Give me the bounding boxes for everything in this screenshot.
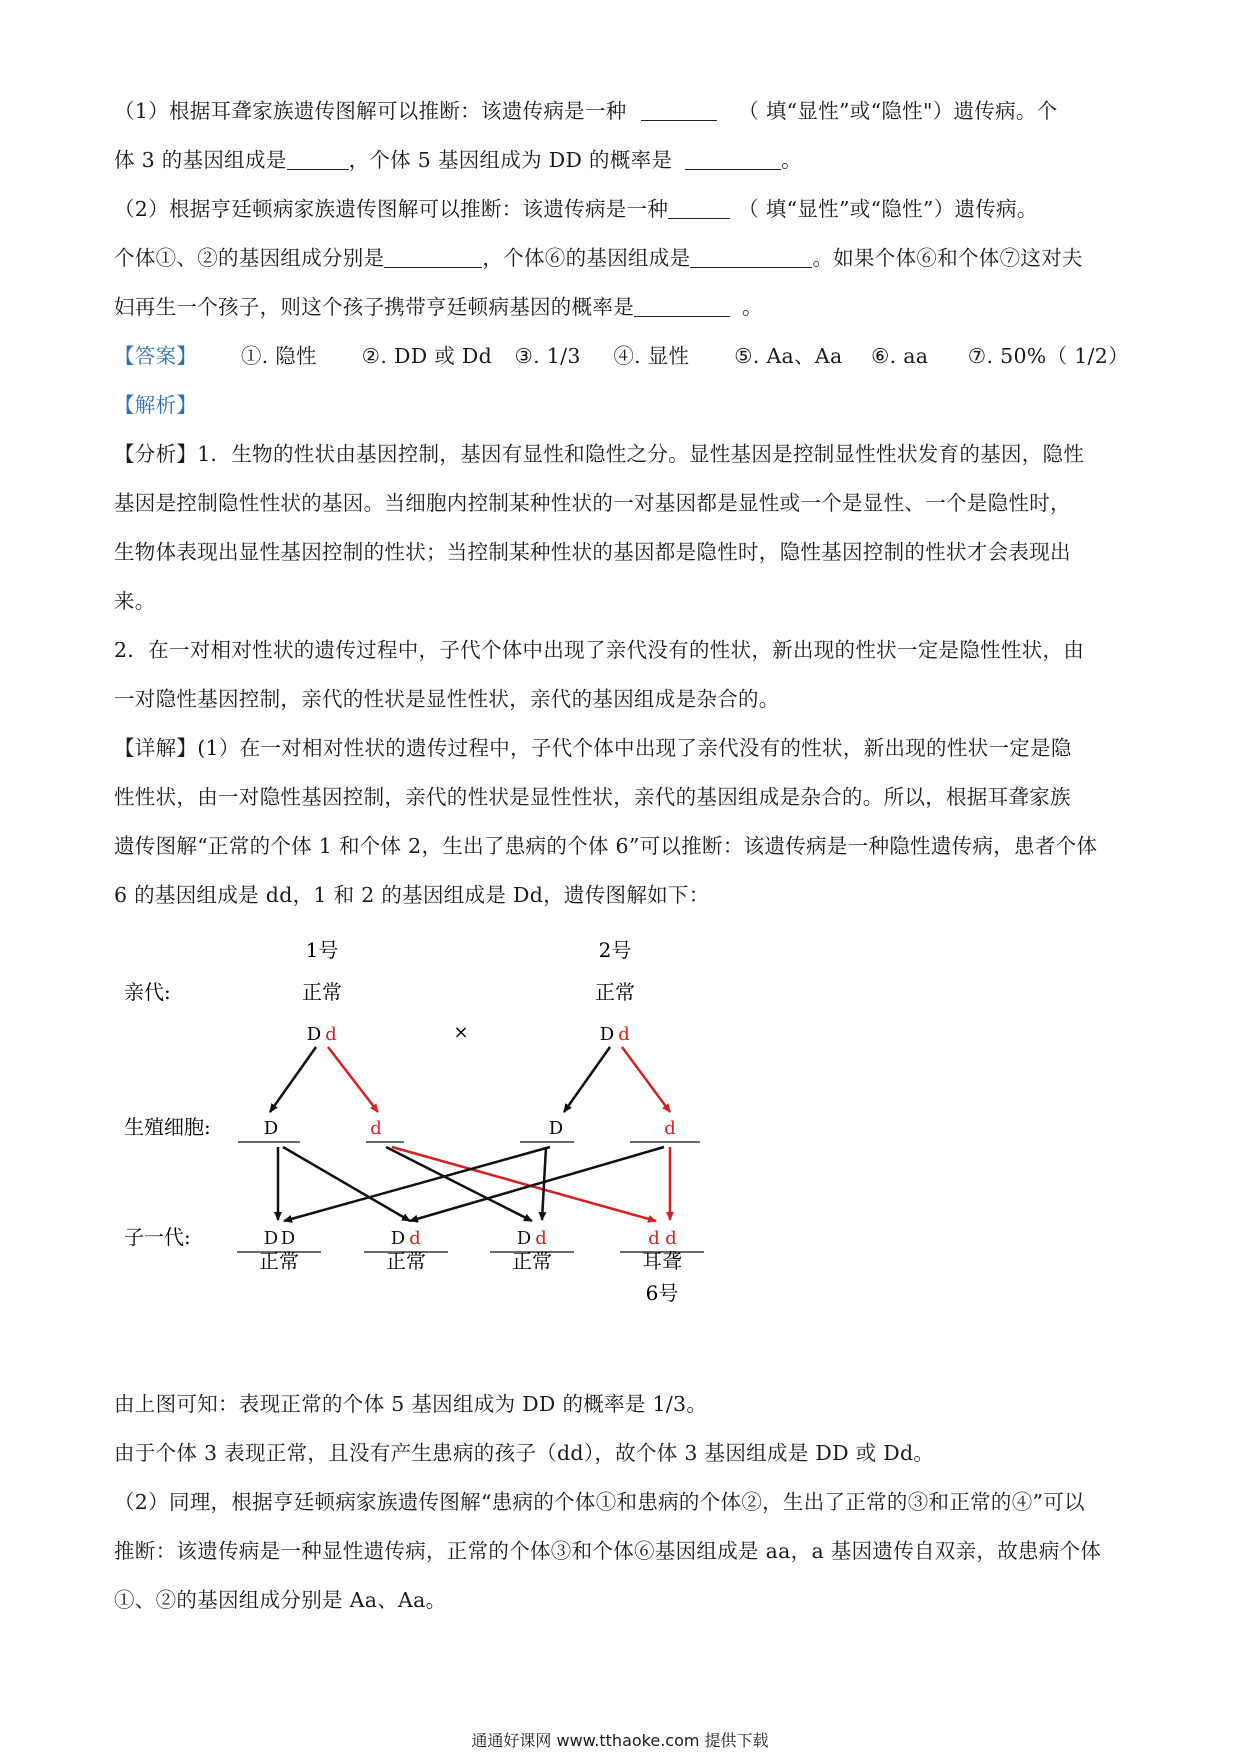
arrow-p1-to-D (270, 1047, 316, 1112)
parent2-allele-recessive: d (618, 1024, 630, 1045)
conclusion-line: （2）同理，根据亨廷顿病家族遗传图解“患病的个体①和患病的个体②，生出了正常的③和正常的④”可以 (114, 1490, 1085, 1514)
offspring-phenotype: 正常 (386, 1249, 426, 1273)
offspring-phenotype: 耳聋 (642, 1249, 682, 1273)
detail-line: 遗传图解“正常的个体 1 和个体 2，生出了患病的个体 6”可以推断：该遗传病是一种隐性遗传病，患者个体 (114, 834, 1098, 858)
offspring-allele: D (390, 1228, 406, 1249)
answer-tag: 【答案】 (114, 344, 198, 368)
gamete-d-p1: d (370, 1118, 382, 1139)
offspring-allele: D (516, 1228, 532, 1249)
analysis-tag: 【解析】 (114, 393, 198, 417)
q2-text: 。 (742, 295, 763, 319)
gamete-D-p2: D (548, 1118, 564, 1139)
analysis-line: 【分析】1．生物的性状由基因控制，基因有显性和隐性之分。显性基因是控制显性性状发育的基因，隐性 (114, 442, 1085, 466)
parent2-allele-dominant: D (599, 1024, 615, 1045)
q2-text: 。如果个体⑥和个体⑦这对夫 (812, 246, 1083, 270)
parent1-number: 1号 (305, 938, 339, 962)
offspring-allele: d (535, 1228, 547, 1249)
detail-line: 【详解】(1）在一对相对性状的遗传过程中，子代个体中出现了亲代没有的性状，新出现的性状一定是隐 (114, 736, 1072, 760)
analysis-line: 生物体表现出显性基因控制的性状；当控制某种性状的基因都是隐性时，隐性基因控制的性状才会表现出 (114, 540, 1071, 564)
detail-line: 性性状，由一对隐性基因控制，亲代的性状是显性性状，亲代的基因组成是杂合的。所以，根据耳聋家族 (114, 785, 1071, 809)
arrow-p2-to-d (622, 1047, 670, 1112)
arrow-D1-to-Dd (283, 1147, 410, 1221)
offspring-row (237, 1228, 704, 1273)
row-label-gamete: 生殖细胞: (124, 1115, 211, 1139)
offspring-allele: D (263, 1228, 279, 1249)
parent2-number: 2号 (598, 938, 632, 962)
answer-item: ⑦. 50%（ 1/2） (967, 344, 1129, 368)
analysis-line: 2．在一对相对性状的遗传过程中，子代个体中出现了亲代没有的性状，新出现的性状一定是隐性性状，由 (114, 638, 1085, 662)
answer-item: ②. DD 或 Dd (361, 344, 493, 368)
gamete-D-p1: D (263, 1118, 279, 1139)
parent1-allele-recessive: d (325, 1024, 337, 1045)
child6-number: 6号 (645, 1281, 679, 1305)
arrow-p2-to-D (564, 1047, 610, 1112)
parent1-phenotype: 正常 (302, 980, 342, 1004)
answer-item: ③. 1/3 (514, 344, 581, 368)
answer-item: ⑥. aa (870, 344, 929, 368)
answer-item: ①. 隐性 (240, 344, 317, 368)
q1-text: 体 3 的基因组成是 (114, 148, 287, 172)
parent1-allele-dominant: D (306, 1024, 322, 1045)
detail-line: 6 的基因组成是 dd，1 和 2 的基因组成是 Dd，遗传图解如下： (114, 883, 710, 907)
conclusion-line: 由上图可知：表现正常的个体 5 基因组成为 DD 的概率是 1/3。 (114, 1392, 708, 1416)
answer-item: ④. 显性 (613, 344, 690, 368)
offspring-allele: d (409, 1228, 421, 1249)
q1-text: （ 填“显性”或“隐性"）遗传病。个 (738, 99, 1058, 123)
q2-text: ，个体⑥的基因组成是 (482, 246, 691, 270)
offspring-phenotype: 正常 (259, 1249, 299, 1273)
conclusion-line: 由于个体 3 表现正常，且没有产生患病的孩子（dd），故个体 3 基因组成是 DD 或 Dd。 (114, 1441, 935, 1465)
answer-item: ⑤. Aa、Aa (734, 344, 843, 368)
analysis-line: 一对隐性基因控制，亲代的性状是显性性状，亲代的基因组成是杂合的。 (114, 687, 780, 711)
offspring-allele: d (648, 1228, 660, 1249)
conclusion-line: 推断：该遗传病是一种显性遗传病，正常的个体③和个体⑥基因组成是 aa，a 基因遗传自双亲，故患病个体 (114, 1539, 1102, 1563)
offspring-allele: d (665, 1228, 677, 1249)
q1-text: ，个体 5 基因组成为 DD 的概率是 (348, 148, 673, 172)
arrow-d1-to-dd (392, 1147, 656, 1221)
analysis-line: 基因是控制隐性性状的基因。当细胞内控制某种性状的一对基因都是显性或一个是显性、一个是隐性时， (114, 491, 1071, 515)
page-footer: 通通好课网 www.tthaoke.com 提供下载 (471, 1731, 769, 1750)
offspring-phenotype: 正常 (512, 1249, 552, 1273)
row-label-child: 子一代: (124, 1225, 191, 1249)
q2-text: 妇再生一个孩子，则这个孩子携带亨廷顿病基因的概率是 (114, 295, 634, 319)
parent2-phenotype: 正常 (595, 980, 635, 1004)
q2-text: （ 填“显性”或“隐性”）遗传病。 (738, 197, 1038, 221)
cross-symbol: × (453, 1022, 469, 1043)
offspring-allele: D (280, 1228, 296, 1249)
q1-text: 。 (781, 148, 802, 172)
arrow-p1-to-d (328, 1047, 378, 1112)
q2-text: （2）根据亨廷顿病家族遗传图解可以推断：该遗传病是一种 (114, 197, 669, 221)
analysis-line: 来。 (114, 589, 156, 613)
row-label-parent: 亲代: (124, 980, 171, 1004)
q2-text: 个体①、②的基因组成分别是 (114, 246, 385, 270)
gamete-d-p2: d (664, 1118, 676, 1139)
arrow-d2-to-Dd (410, 1147, 664, 1221)
q1-text: （1）根据耳聋家族遗传图解可以推断：该遗传病是一种 (114, 99, 627, 123)
conclusion-line: ①、②的基因组成分别是 Aa、Aa。 (114, 1588, 447, 1612)
